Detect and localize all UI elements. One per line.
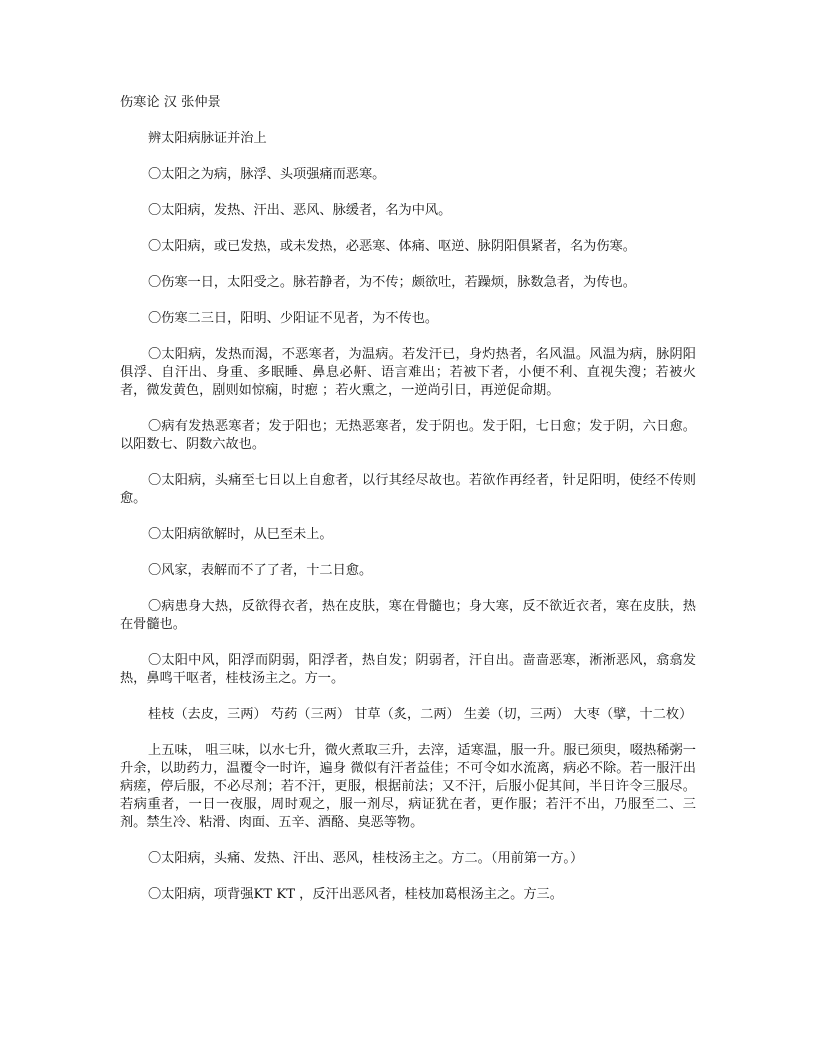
- preparation-instructions: 上五味， 咀三味，以水七升，微火煮取三升，去滓，适寒温，服一升。服已须臾，啜热稀粥一升余，以助药力，温覆令一时许，遍身 微似有汗者益佳；不可令如水流离，病必不除。若一服汗出病瘥，停后服，不必尽剂；若不汗，更服，根据前法；又不汗，后服小促其间，半日许令三服尽。若病重者，一日一夜服，周时观之，服一剂尽，病证犹在者，更作服；若汗不出，乃服至二、三剂。禁生冷、粘滑、肉面、五辛、酒酪、臭恶等物。: [120, 743, 696, 830]
- paragraph: 〇太阳病，发热、汗出、恶风、脉缓者，名为中风。: [148, 203, 452, 218]
- paragraph: 〇风家，表解而不了了者，十二日愈。: [148, 563, 373, 578]
- section-heading: 辨太阳病脉证并治上: [148, 131, 267, 146]
- paragraph: 〇太阳病，发热而渴，不恶寒者，为温病。若发汗已，身灼热者，名风温。风温为病，脉阴阳俱浮、自汗出、身重、多眠睡、鼻息必鼾、语言难出；若被下者，小便不利、直视失溲；若被火者，微发黄色，剧则如惊痫，时瘛 ；若火熏之，一逆尚引日，再逆促命期。: [120, 347, 696, 398]
- paragraph: 〇太阳病，或已发热，或未发热，必恶寒、体痛、呕逆、脉阴阳俱紧者，名为伤寒。: [148, 239, 636, 254]
- paragraph: 〇太阳病欲解时，从巳至未上。: [148, 527, 333, 542]
- paragraph: 〇伤寒二三日，阳明、少阳证不见者，为不传也。: [148, 311, 439, 326]
- ingredients-list: 桂枝（去皮，三两） 芍药（三两） 甘草（炙，二两） 生姜（切，三两） 大枣（擘，十二枚）: [148, 707, 693, 722]
- paragraph: 〇太阳之为病，脉浮、头项强痛而恶寒。: [148, 167, 386, 182]
- document-title: 伤寒论 汉 张仲景: [120, 95, 221, 110]
- paragraph: 〇病患身大热，反欲得衣者，热在皮肤，寒在骨髓也；身大寒，反不欲近衣者，寒在皮肤，热在骨髓也。: [120, 599, 696, 632]
- paragraph: 〇太阳病，头痛、发热、汗出、恶风，桂枝汤主之。方二。（用前第一方。）: [148, 851, 584, 866]
- paragraph: 〇病有发热恶寒者；发于阳也；无热恶寒者，发于阴也。发于阳，七日愈；发于阴，六日愈。以阳数七、阴数六故也。: [120, 419, 696, 452]
- paragraph: 〇伤寒一日，太阳受之。脉若静者，为不传；颇欲吐，若躁烦，脉数急者，为传也。: [148, 275, 636, 290]
- paragraph: 〇太阳病，头痛至七日以上自愈者，以行其经尽故也。若欲作再经者，针足阳明，使经不传则愈。: [120, 473, 696, 506]
- paragraph: 〇太阳中风，阳浮而阴弱，阳浮者，热自发；阴弱者，汗自出。啬啬恶寒，淅淅恶风，翕翕发热，鼻鸣干呕者，桂枝汤主之。方一。: [120, 653, 696, 686]
- paragraph: 〇太阳病，项背强KT KT ，反汗出恶风者，桂枝加葛根汤主之。方三。: [148, 887, 563, 902]
